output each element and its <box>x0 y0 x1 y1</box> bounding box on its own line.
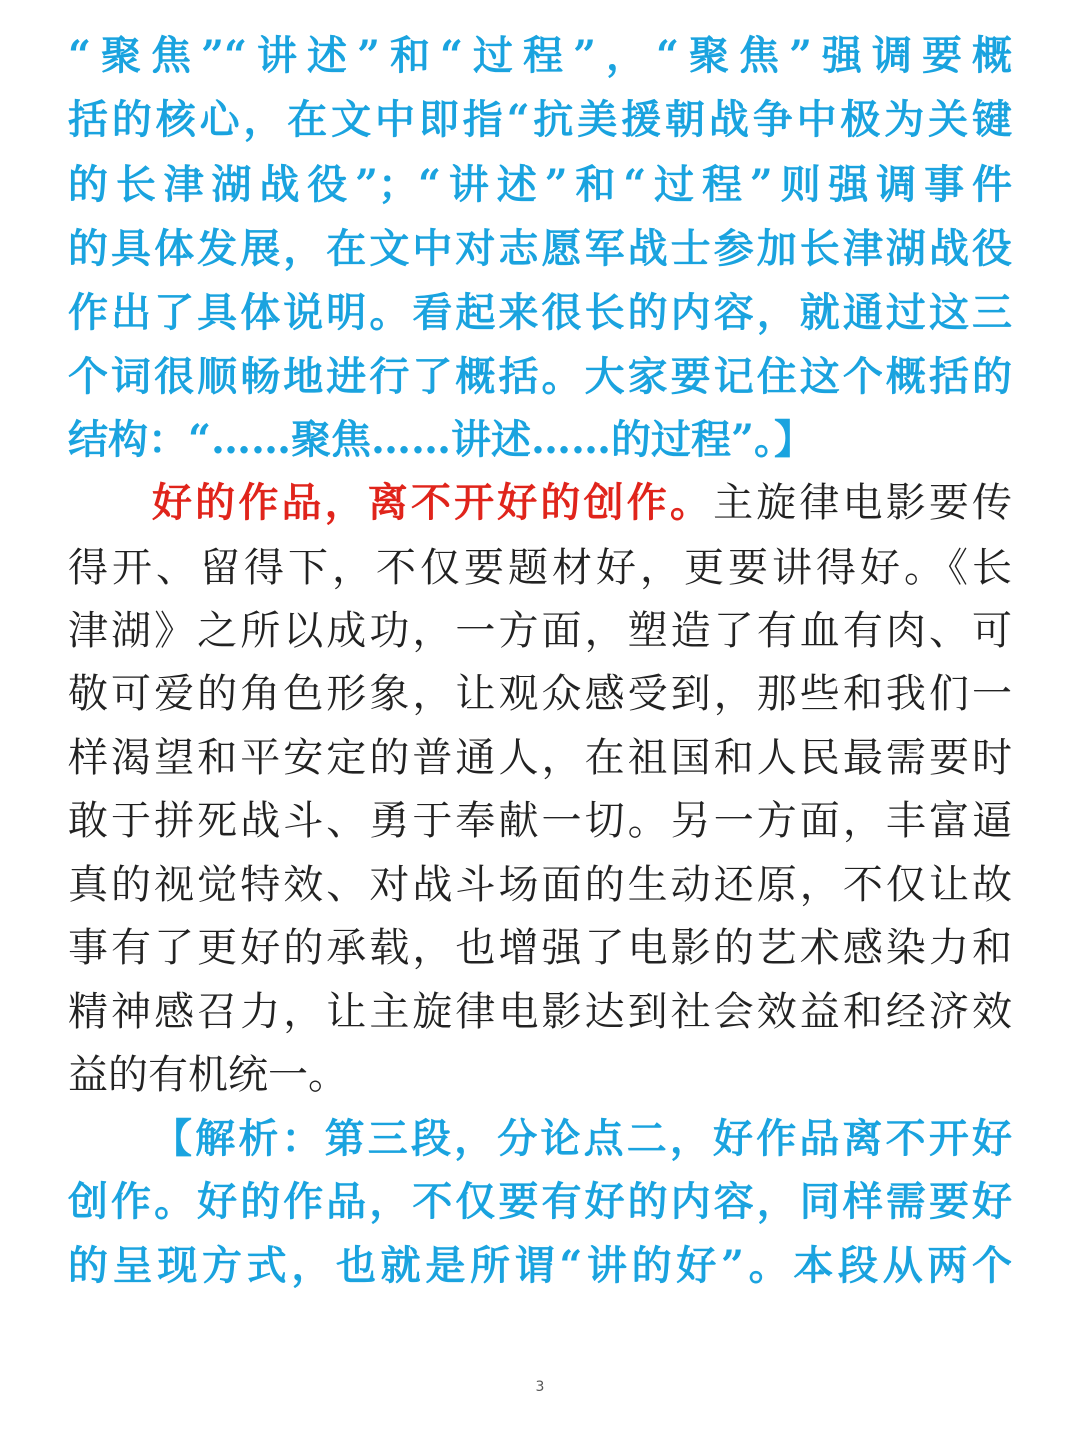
analysis-line: 的长津湖战役”；“讲述”和“过程”则强调事件 <box>68 161 1012 208</box>
body-line: 样渴望和平安定的普通人，在祖国和人民最需要时 <box>68 735 1012 781</box>
topic-sentence: 好的作品，离不开好的创作。 <box>152 479 714 526</box>
body-line: 敢于拼死战斗、勇于奉献一切。另一方面，丰富逼 <box>68 798 1012 844</box>
body-text: 主旋律电影要传 <box>713 480 1013 526</box>
analysis-line: 个词很顺畅地进行了概括。大家要记住这个概括的 <box>68 353 1012 400</box>
analysis-line: 【解析：第三段，分论点二，好作品离不开好 <box>152 1115 1012 1162</box>
analysis-line: 括的核心，在文中即指“抗美援朝战争中极为关键 <box>68 96 1012 143</box>
analysis-line: 的具体发展，在文中对志愿军战士参加长津湖战役 <box>68 225 1012 272</box>
body-line: 津湖》之所以成功，一方面，塑造了有血有肉、可 <box>68 608 1012 654</box>
body-line: 得开、留得下，不仅要题材好，更要讲得好。《长 <box>68 545 1012 591</box>
body-line: 精神感召力，让主旋律电影达到社会效益和经济效 <box>68 989 1012 1035</box>
page-number: 3 <box>535 1379 545 1395</box>
body-line: 事有了更好的承载，也增强了电影的艺术感染力和 <box>68 925 1012 971</box>
analysis-line: 作出了具体说明。看起来很长的内容，就通过这三 <box>68 289 1012 336</box>
analysis-line: 的呈现方式，也就是所谓“讲的好”。本段从两个 <box>68 1242 1012 1289</box>
analysis-line: “聚焦”“讲述”和“过程”，“聚焦”强调要概 <box>68 32 1012 79</box>
paragraph-first-line <box>152 471 1012 535</box>
body-line: 益的有机统一。 <box>68 1052 348 1098</box>
analysis-line: 创作。好的作品，不仅要有好的内容，同样需要好 <box>68 1178 1012 1225</box>
body-line: 敬可爱的角色形象，让观众感受到，那些和我们一 <box>68 671 1012 717</box>
analysis-line: 结构：“……聚焦……讲述……的过程”。】 <box>68 416 815 463</box>
body-line: 真的视觉特效、对战斗场面的生动还原，不仅让故 <box>68 862 1012 908</box>
